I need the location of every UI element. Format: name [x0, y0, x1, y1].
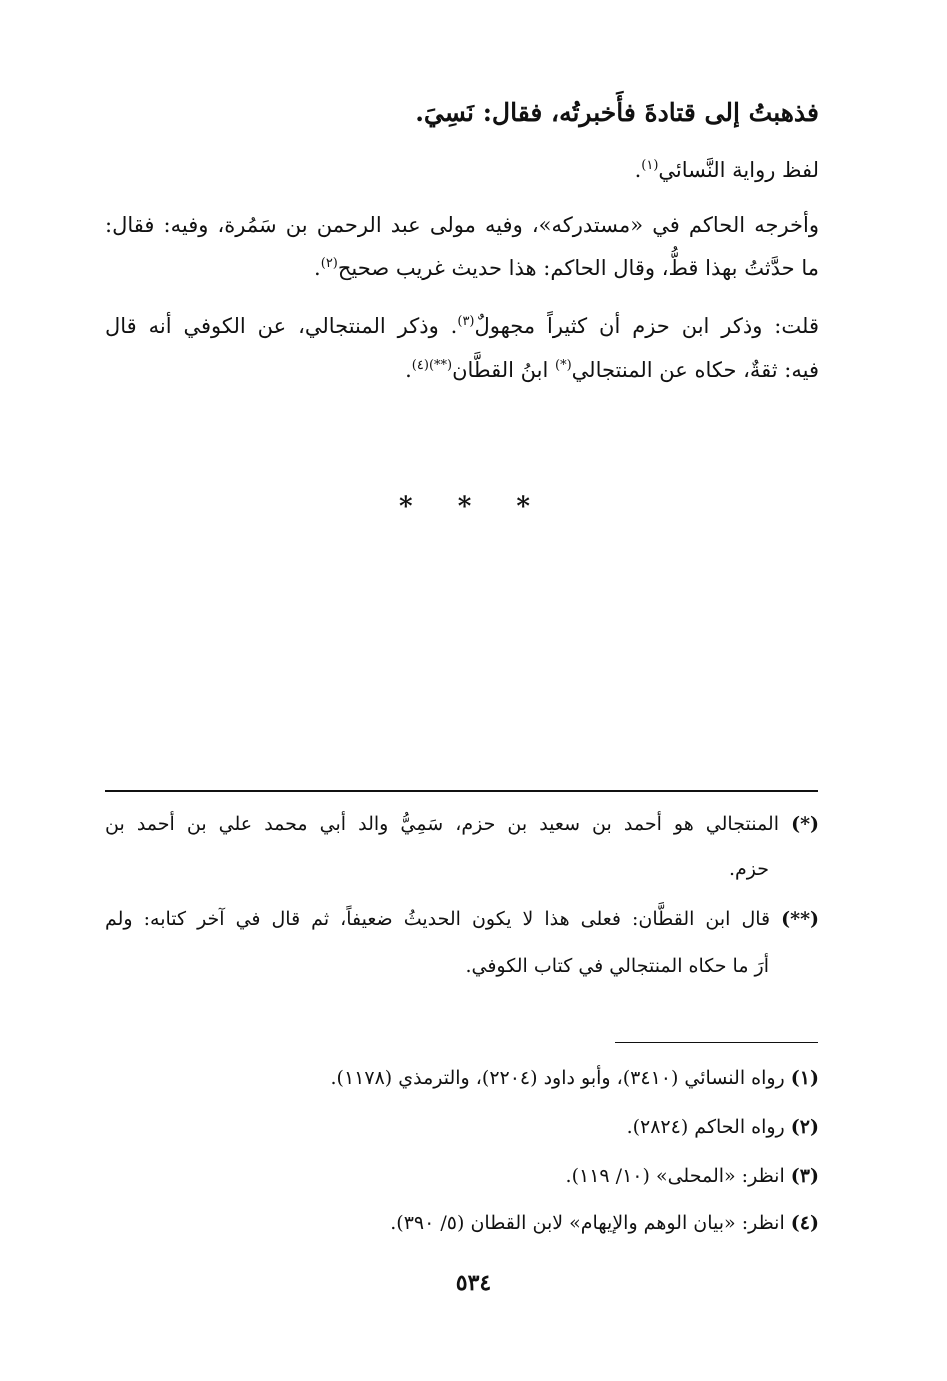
note-2-line-2: [105, 955, 769, 977]
footnote-2-text: رواه الحاكم (٢٨٢٤).: [626, 1116, 785, 1138]
note-2-line-1: [105, 908, 819, 930]
note-1-line-1: [105, 813, 819, 835]
footnote-4-text: انظر: «بيان الوهم والإيهام» لابن القطان (٥/ ٣٩٠).: [390, 1212, 785, 1234]
note-2-line-2-text: أرَ ما حكاه المنتجالي في كتاب الكوفي.: [465, 955, 769, 977]
paragraph-3-line-1-text-a: قلت: وذكر ابن حزم أن كثيراً مجهولٌ: [474, 314, 819, 338]
footnote-4-number: (٤): [790, 1212, 819, 1234]
footnote-3-number: (٣): [790, 1165, 819, 1187]
main-line-1-text: فذهبتُ إلى قتادةَ فأَخبرتُه، فقال: نَسِيَ.: [415, 98, 819, 127]
footnote-1: [105, 1067, 819, 1089]
note-2-line-1-text: قال ابن القطَّان: فعلى هذا لا يكون الحديثُ ضعيفاً، ثم قال في آخر كتابه: ولم: [105, 908, 771, 930]
paragraph-3-line-1: [105, 314, 819, 339]
footnote-3-text: انظر: «المحلى» (١٠/ ١١٩).: [565, 1165, 785, 1187]
paragraph-3-end: .: [405, 358, 412, 382]
paragraph-3-line-2-text-a: فيه: ثقةٌ، حكاه عن المنتجالي: [571, 358, 819, 382]
section-separator: * * *: [399, 492, 548, 522]
note-ref-double-star[interactable]: (**): [428, 358, 453, 373]
footnote-2-number: (٢): [790, 1116, 819, 1138]
footnote-ref-4[interactable]: (٤): [411, 358, 429, 373]
paragraph-2-line-2-text: ما حدَّثتُ بهذا قطُّ، وقال الحاكم: هذا حديث غريب صحيح: [337, 256, 819, 280]
note-ref-star[interactable]: (*): [555, 358, 572, 373]
note-1-marker: (*): [791, 813, 819, 835]
footnote-2: [105, 1116, 819, 1138]
footnote-1-number: (١): [790, 1067, 819, 1089]
paragraph-2-end: .: [314, 256, 321, 280]
note-2-marker: (**): [781, 908, 819, 930]
paragraph-3-line-2-text-b: ابنُ القطَّان: [452, 358, 556, 382]
note-1-line-2: [105, 858, 769, 880]
footnote-3: [105, 1165, 819, 1187]
main-line-1: [105, 98, 819, 127]
footnote-ref-2[interactable]: (٢): [320, 256, 338, 271]
footnote-4: [105, 1212, 819, 1234]
paragraph-1-text: لفظ رواية النَّسائي: [658, 158, 819, 182]
footnote-1-text: رواه النسائي (٣٤١٠)، وأبو داود (٢٢٠٤)، والترمذي (١١٧٨).: [330, 1067, 785, 1089]
paragraph-3-line-2: [105, 358, 819, 383]
notes-divider: [105, 790, 818, 792]
page-number: ٥٣٤: [455, 1270, 492, 1296]
paragraph-2-line-1-text: وأخرجه الحاكم في «مستدركه»، وفيه مولى عبد الرحمن بن سَمُرة، وفيه: فقال:: [105, 213, 819, 237]
paragraph-2-line-1: [105, 213, 819, 238]
paragraph-1: [105, 158, 819, 183]
note-1-line-1-text: المنتجالي هو أحمد بن سعيد بن حزم، سَمِيُّ والد أبي محمد علي بن أحمد بن: [105, 813, 780, 835]
footnote-ref-3[interactable]: (٣): [457, 314, 475, 329]
footnote-ref-1[interactable]: (١): [641, 158, 659, 173]
paragraph-1-end: .: [634, 158, 642, 182]
note-1-line-2-text: حزم.: [728, 858, 769, 880]
paragraph-3-line-1-text-b: . وذكر المنتجالي، عن الكوفي أنه قال: [105, 314, 458, 338]
paragraph-2-line-2: [105, 256, 819, 281]
footnotes-divider: [615, 1042, 818, 1043]
